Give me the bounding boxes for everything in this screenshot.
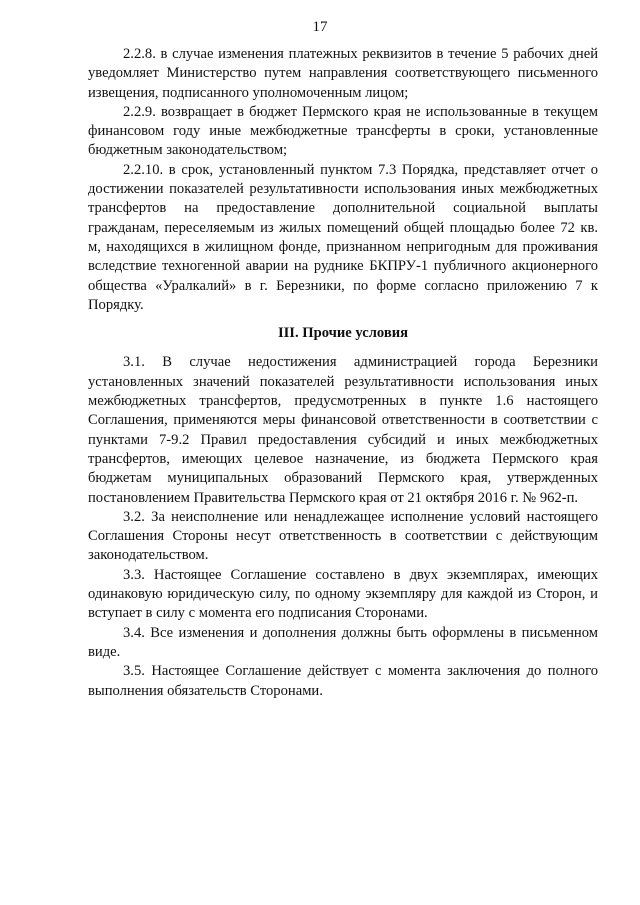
paragraph-2-2-10: 2.2.10. в срок, установленный пунктом 7.3 Порядка, представляет отчет о достижении показателей результативности использования иных межбюджетных трансфертов на предоставление дополнительной социальной выплаты гражданам, переселяемым из жилых помещений общей площадью более 72 кв. м, находящихся в жилищном фонде, признанном непригодным для проживания вследствие техногенной аварии на руднике БКПРУ-1 публичного акционерного общества «Уралкалий» в г. Березники, по форме согласно приложению 7 к Порядку.: [88, 161, 598, 313]
paragraph-2-2-8: 2.2.8. в случае изменения платежных реквизитов в течение 5 рабочих дней уведомляет Министерство путем направления соответствующего письменного извещения, подписанного уполномоченным лицом;: [88, 46, 598, 101]
section-heading: III. Прочие условия: [277, 325, 409, 342]
paragraph-3-3: 3.3. Настоящее Соглашение составлено в двух экземплярах, имеющих одинаковую юридическую силу, по одному экземпляру для каждой из Сторон, и вступает в силу с момента его подписания Сторонами.: [88, 566, 598, 622]
paragraph-3-1: 3.1. В случае недостижения администрацией города Березники установленных значений показателей результативности использования иных межбюджетных трансфертов, предусмотренных в пункте 1.6 настоящего Соглашения, применяются меры финансовой ответственности в соответствии с пунктами 7-9.2 Правил предоставления субсидий и иных межбюджетных трансфертов, имеющих целевое назначение, из бюджета Пермского края бюджетам муниципальных образований Пермского края, утвержденных постановлением Правительства Пермского края от 21 октября 2016 г. № 962-п.: [88, 354, 598, 506]
paragraph-3-4: 3.4. Все изменения и дополнения должны быть оформлены в письменном виде.: [88, 624, 598, 660]
document-body: [88, 45, 598, 701]
paragraph-3-2: 3.2. За неисполнение или ненадлежащее исполнение условий настоящего Соглашения Стороны несут ответственность в соответствии с действующим законодательством.: [88, 508, 598, 564]
paragraph-2-2-9: 2.2.9. возвращает в бюджет Пермского края не использованные в текущем финансовом году иные межбюджетные трансферты в сроки, установленные бюджетным законодательством;: [88, 103, 598, 159]
paragraph-3-5: 3.5. Настоящее Соглашение действует с момента заключения до полного выполнения обязательств Сторонами.: [88, 663, 598, 699]
page-number: 17: [312, 19, 328, 35]
